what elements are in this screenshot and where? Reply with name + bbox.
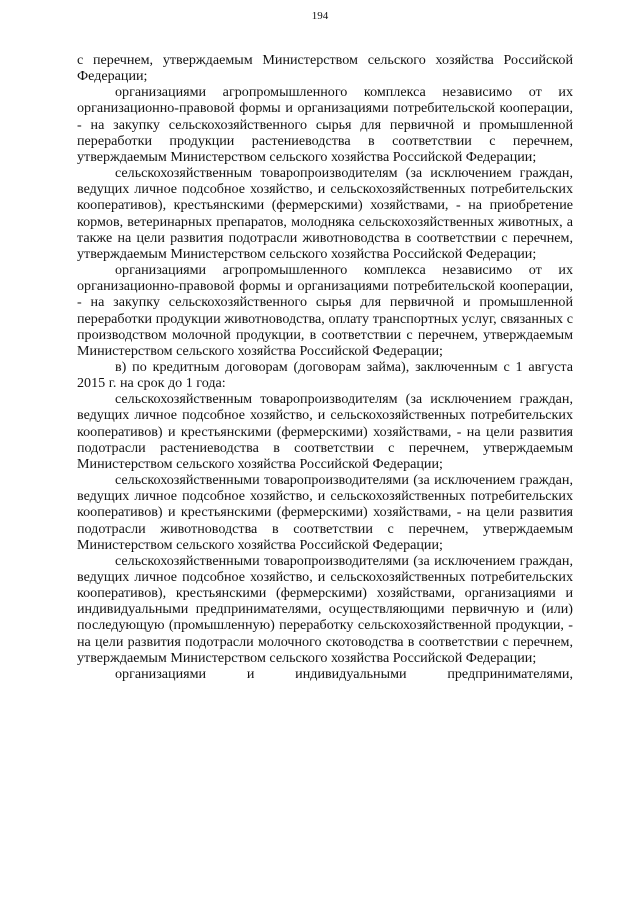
paragraph-agro-organizations-livestock: организациями агропромышленного комплекса независимо от их организационно-правовой формы и организациями потребительской кооперации, - на закупку сельскохозяйственного сырья для первичной и промышленной переработки продукции животноводства, оплату транспортных услуг, связанных с производством молочной продукции, в соответствии с перечнем, утверждаемым Министерством сельского хозяйства Российской Федерации; [77, 262, 573, 359]
paragraph-producers-dairy-development: сельскохозяйственными товаропроизводителями (за исключением граждан, ведущих личное подсобное хозяйство, и сельскохозяйственных потребительских кооперативов), крестьянскими (фермерскими) хозяйствами, организациями и индивидуальными предпринимателями, осуществляющими первичную и (или) последующую (промышленную) переработку сельскохозяйственной продукции, - на цели развития подотрасли молочного скотоводства в соответствии с перечнем, утверждаемым Министерством сельского хозяйства Российской Федерации; [77, 552, 573, 666]
paragraph-agro-organizations-crop: организациями агропромышленного комплекса независимо от их организационно-правовой формы и организациями потребительской кооперации, - на закупку сельскохозяйственного сырья для первичной и промышленной переработки продукции растениеводства в соответствии с перечнем, утверждаемым Министерством сельского хозяйства Российской Федерации; [77, 84, 573, 165]
paragraph-organizations-entrepreneurs: организациями и индивидуальными предпринимателями, [115, 665, 573, 682]
paragraph-producers-crop-development: сельскохозяйственным товаропроизводителям (за исключением граждан, ведущих личное подсобное хозяйство, и сельскохозяйственных потребительских кооперативов) и крестьянскими (фермерскими) хозяйствами, - на цели развития подотрасли растениеводства в соответствии с перечнем, утверждаемым Министерством сельского хозяйства Российской Федерации; [77, 391, 573, 472]
page-body [77, 52, 573, 682]
paragraph-producers-livestock-development: сельскохозяйственными товаропроизводителями (за исключением граждан, ведущих личное подсобное хозяйство, и сельскохозяйственных потребительских кооперативов) и крестьянскими (фермерскими) хозяйствами, - на цели развития подотрасли животноводства в соответствии с перечнем, утверждаемым Министерством сельского хозяйства Российской Федерации; [77, 472, 573, 553]
paragraph-producers-feed-livestock: сельскохозяйственным товаропроизводителям (за исключением граждан, ведущих личное подсобное хозяйство, и сельскохозяйственных потребительских кооперативов), крестьянскими (фермерскими) хозяйствами, - на приобретение кормов, ветеринарных препаратов, молодняка сельскохозяйственных животных, а также на цели развития подотрасли животноводства в соответствии с перечнем, утверждаемым Министерством сельского хозяйства Российской Федерации; [77, 165, 573, 262]
page-number: 194 [311, 10, 329, 22]
paragraph-continuation: с перечнем, утверждаемым Министерством сельского хозяйства Российской Федерации; [77, 52, 573, 85]
paragraph-loan-agreements-clause-v: в) по кредитным договорам (договорам займа), заключенным с 1 августа 2015 г. на срок до 1 года: [77, 358, 573, 392]
